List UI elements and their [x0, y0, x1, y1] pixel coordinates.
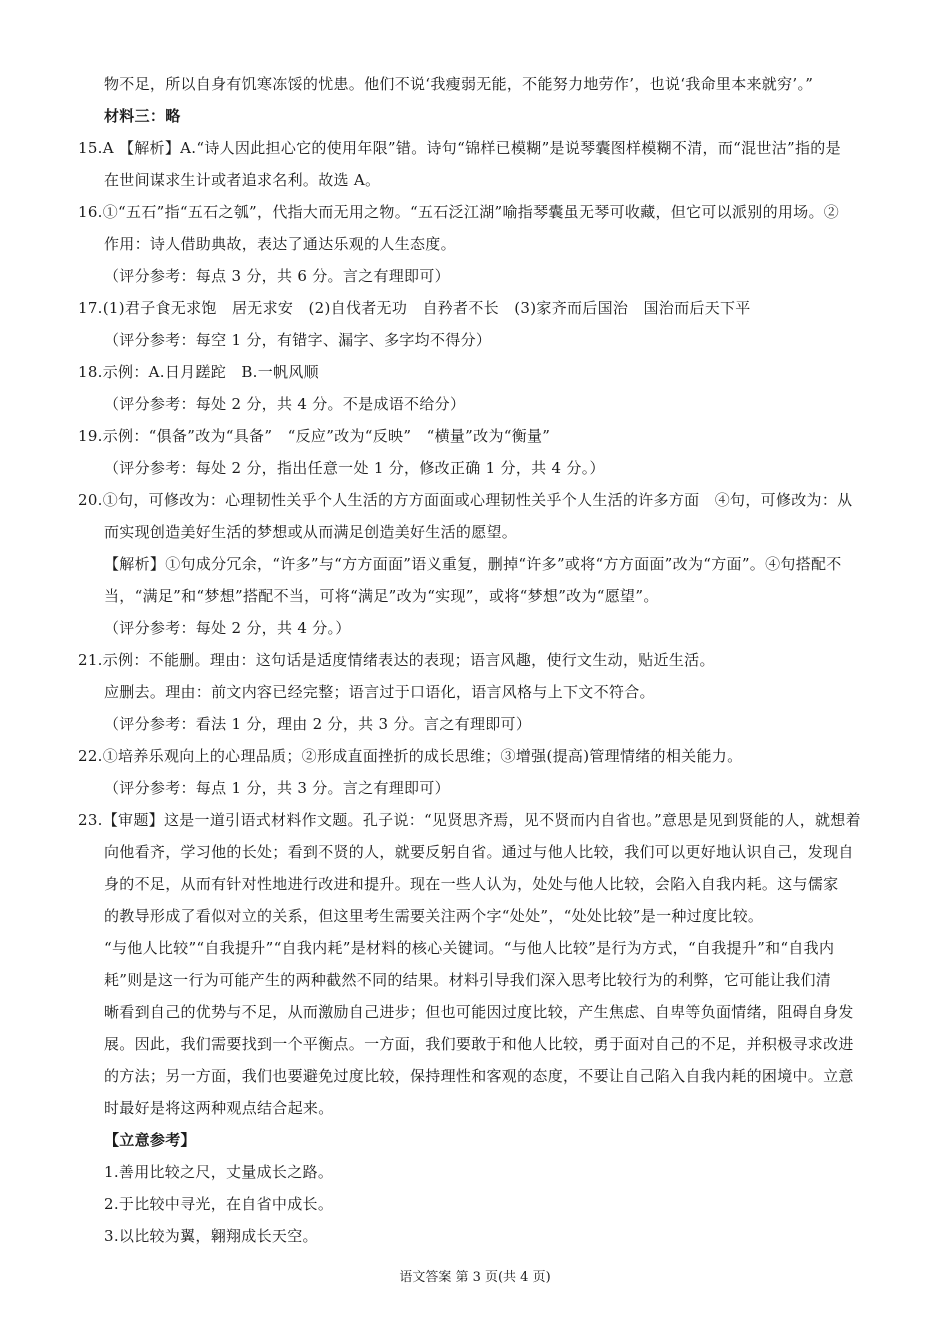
text-line: 17.(1)君子食无求饱 居无求安 (2)自伐者无功 自矜者不长 (3)家齐而后国治 国治而后天下平	[78, 299, 751, 317]
text-line: （评分参考：每点 1 分，共 3 分。言之有理即可）	[104, 779, 450, 797]
text-line: 19.示例：“俱备”改为“具备” “反应”改为“反映” “横量”改为“衡量”	[78, 427, 551, 445]
text-line: 23.【审题】这是一道引语式材料作文题。孔子说：“见贤思齐焉，见不贤而内自省也。”意思是见到贤能的人，就想着	[78, 811, 861, 829]
text-line: 15.A 【解析】A.“诗人因此担心它的使用年限”错。诗句“锦样已模糊”是说琴囊图样模糊不清，而“混世沽”指的是	[78, 139, 841, 157]
text-line: 18.示例：A.日月蹉跎 B.一帆风顺	[78, 363, 319, 381]
text-line: 在世间谋求生计或者追求名利。故选 A。	[104, 171, 381, 189]
text-line: 【立意参考】	[104, 1131, 196, 1149]
text-line: 21.示例：不能删。理由：这句话是适度情绪表达的表现；语言风趣，使行文生动，贴近生活。	[78, 651, 715, 669]
answer-content	[78, 68, 878, 1252]
text-line: 当，“满足”和“梦想”搭配不当，可将“满足”改为“实现”，或将“梦想”改为“愿望”。	[104, 587, 659, 605]
text-line: 晰看到自己的优势与不足，从而激励自己进步；但也可能因过度比较，产生焦虑、自卑等负面情绪，阻碍自身发	[104, 1003, 854, 1021]
text-line: 时最好是将这两种观点结合起来。	[104, 1099, 334, 1117]
text-line: （评分参考：每点 3 分，共 6 分。言之有理即可）	[104, 267, 450, 285]
text-line: （评分参考：每空 1 分，有错字、漏字、多字均不得分）	[104, 331, 492, 349]
text-line: 耗”则是这一行为可能产生的两种截然不同的结果。材料引导我们深入思考比较行为的利弊，它可能让我们清	[104, 971, 832, 989]
text-line: “与他人比较”“自我提升”“自我内耗”是材料的核心关键词。“与他人比较”是行为方式，“自我提升”和“自我内	[104, 939, 835, 957]
text-line: 应删去。理由：前文内容已经完整；语言过于口语化，语言风格与上下文不符合。	[104, 683, 655, 701]
text-line: 1.善用比较之尺，丈量成长之路。	[104, 1163, 334, 1181]
text-line: 16.①“五石”指“五石之瓠”，代指大而无用之物。“五石泛江湖”喻指琴囊虽无琴可收藏，但它可以派别的用场。②	[78, 203, 840, 221]
text-line: （评分参考：看法 1 分，理由 2 分，共 3 分。言之有理即可）	[104, 715, 532, 733]
text-line: （评分参考：每处 2 分，指出任意一处 1 分，修改正确 1 分，共 4 分。）	[104, 459, 605, 477]
text-line: 的方法；另一方面，我们也要避免过度比较，保持理性和客观的态度，不要让自己陷入自我内耗的困境中。立意	[104, 1067, 854, 1085]
text-line: 材料三：略	[104, 107, 181, 125]
text-line: 向他看齐，学习他的长处；看到不贤的人，就要反躬自省。通过与他人比较，我们可以更好地认识自己，发现自	[104, 843, 854, 861]
text-line: 而实现创造美好生活的梦想或从而满足创造美好生活的愿望。	[104, 523, 518, 541]
text-line: 展。因此，我们需要找到一个平衡点。一方面，我们要敢于和他人比较，勇于面对自己的不足，并积极寻求改进	[104, 1035, 854, 1053]
text-line: 【解析】①句成分冗余，“许多”与“方方面面”语义重复，删掉“许多”或将“方方面面”改为“方面”。④句搭配不	[104, 555, 842, 573]
text-line: 20.①句，可修改为：心理韧性关乎个人生活的方方面面或心理韧性关乎个人生活的许多方面 ④句，可修改为：从	[78, 491, 853, 509]
text-line: 3.以比较为翼，翱翔成长天空。	[104, 1227, 318, 1245]
text-line: 2.于比较中寻光，在自省中成长。	[104, 1195, 334, 1213]
page-footer: 语文答案 第 3 页(共 4 页)	[399, 1270, 551, 1285]
text-line: 作用：诗人借助典故，表达了通达乐观的人生态度。	[104, 235, 456, 253]
text-line: 物不足，所以自身有饥寒冻馁的忧患。他们不说‘我瘦弱无能，不能努力地劳作’，也说‘我命里本来就穷’。”	[104, 75, 814, 93]
text-line: 22.①培养乐观向上的心理品质；②形成直面挫折的成长思维；③增强(提高)管理情绪的相关能力。	[78, 747, 743, 765]
text-line: （评分参考：每处 2 分，共 4 分。）	[104, 619, 351, 637]
text-line: 的教导形成了看似对立的关系，但这里考生需要关注两个字“处处”，“处处比较”是一种过度比较。	[104, 907, 764, 925]
text-line: 身的不足，从而有针对性地进行改进和提升。现在一些人认为，处处与他人比较，会陷入自我内耗。这与儒家	[104, 875, 839, 893]
text-line: （评分参考：每处 2 分，共 4 分。不是成语不给分）	[104, 395, 466, 413]
